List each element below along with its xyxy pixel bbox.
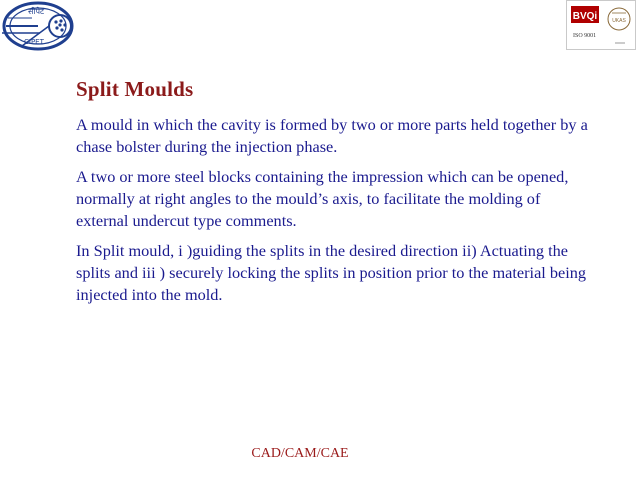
paragraph-steel-blocks: A two or more steel blocks containing the impression which can be opened, normally at right angles to the mould’s axis, to facilitate the molding of external undercut type comments. <box>76 167 569 230</box>
logo-text-bottom: CIPET <box>24 38 44 46</box>
iso-text: ISO 9001 <box>573 33 597 39</box>
slide-title: Split Moulds <box>76 77 194 101</box>
bvqi-text: BVQi <box>572 11 598 22</box>
paragraph-definition: A mould in which the cavity is formed by two or more parts held together by a chase bolster during the injection phase. <box>76 115 588 156</box>
cipet-logo <box>2 0 82 58</box>
paragraph-functions: In Split mould, i )guiding the splits in the desired direction ii) Actuating the splits and iii ) securely locking the splits in position prior to the material being injected into the mold. <box>76 241 587 304</box>
certification-logo <box>566 0 636 50</box>
logo-text-top: सीपेट <box>28 7 45 16</box>
ukas-text: UKAS <box>612 18 626 24</box>
footer-label: CAD/CAM/CAE <box>251 446 349 461</box>
